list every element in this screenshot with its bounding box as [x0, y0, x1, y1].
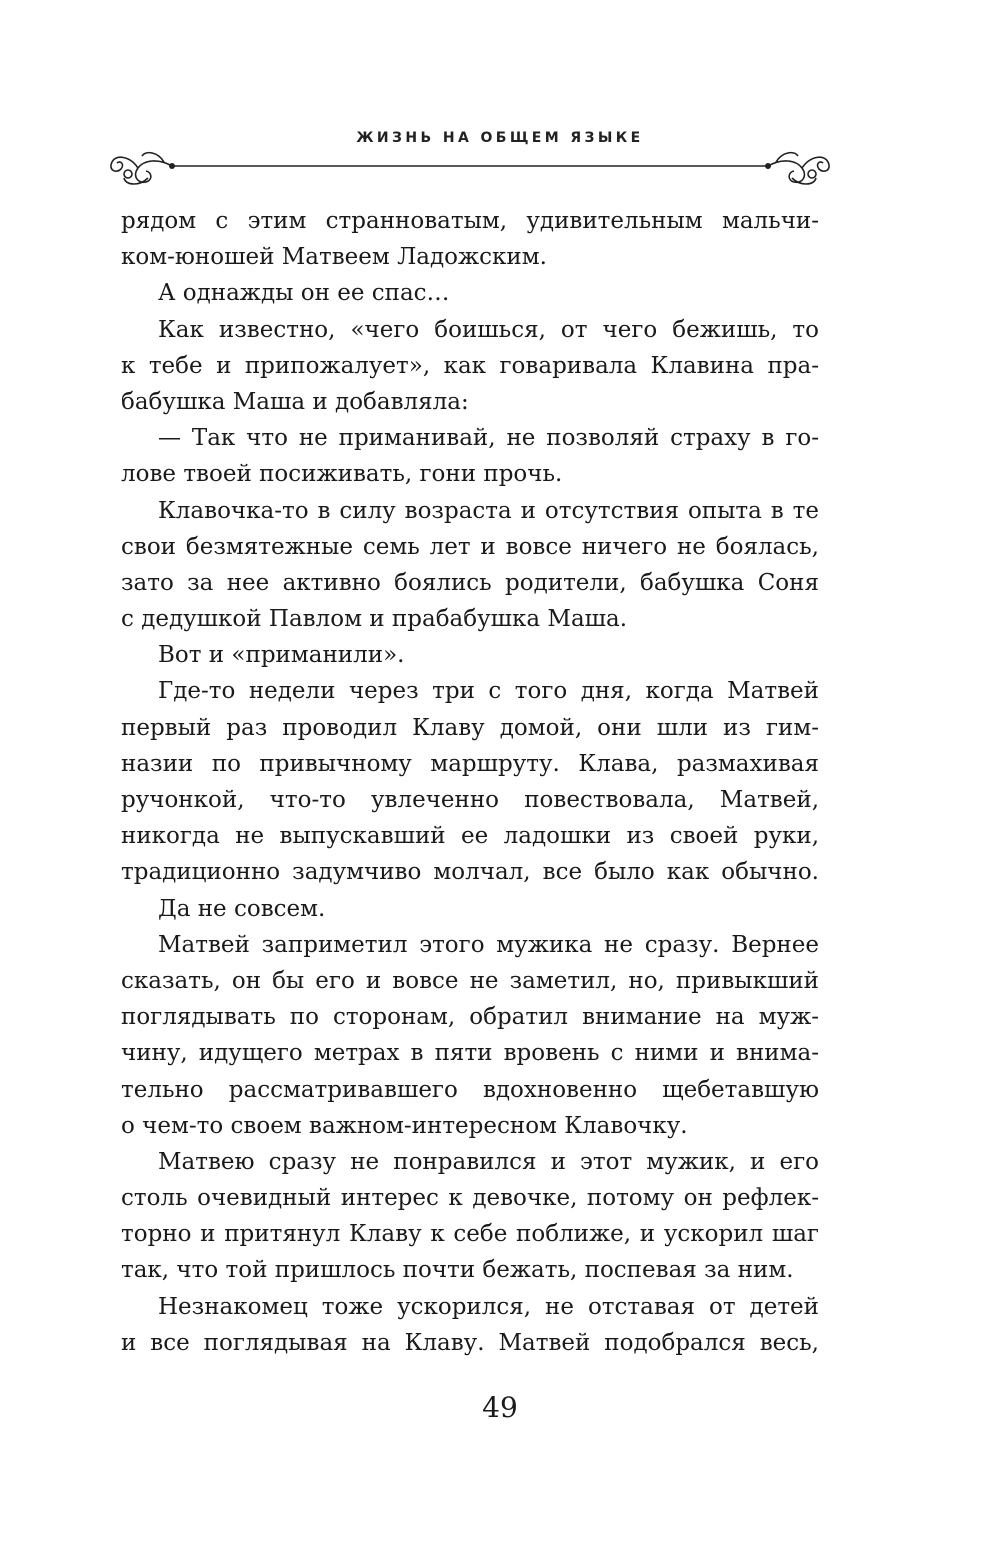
text-line: А однажды он ее спас…	[158, 280, 450, 307]
body-text	[121, 203, 819, 1361]
text-line: лове твоей посиживать, гони прочь.	[121, 461, 563, 488]
text-line: к тебе и припожалует», как говаривала Клавина пра-	[121, 352, 819, 379]
text-line: Матвей заприметил этого мужика не сразу. Вернее	[158, 931, 819, 958]
text-line: Как известно, «чего боишься, от чего бежишь, то	[158, 316, 819, 343]
text-line: ком-юношей Матвеем Ладожским.	[121, 244, 547, 271]
text-line: рядом с этим странноватым, удивительным мальчи-	[121, 208, 819, 234]
text-line: Незнакомец тоже ускорился, не отставая от детей	[158, 1293, 819, 1320]
text-line: первый раз проводил Клаву домой, они шли из гим-	[121, 714, 819, 741]
text-line: Матвею сразу не понравился и этот мужик, и его	[158, 1148, 819, 1175]
text-line: столь очевидный интерес к девочке, потому он рефлек-	[121, 1185, 819, 1212]
text-line: Да не совсем.	[158, 895, 326, 922]
text-line: традиционно задумчиво молчал, все было как обычно.	[121, 859, 819, 886]
page-number: 49	[482, 1391, 518, 1424]
text-line: назии по привычному маршруту. Клава, размахивая	[121, 750, 819, 777]
text-line: о чем-то своем важном-интересном Клавочку.	[121, 1112, 688, 1139]
text-line: поглядывать по сторонам, обратил внимание на муж-	[121, 1004, 819, 1031]
text-line: ручонкой, что-то увлеченно повествовала, Матвей,	[121, 787, 819, 813]
text-line: с дедушкой Павлом и прабабушка Маша.	[121, 606, 628, 633]
header-ornament-rule	[108, 138, 832, 190]
text-line: Вот и «приманили».	[158, 642, 405, 669]
text-line: свои безмятежные семь лет и вовсе ничего не боялась,	[121, 533, 819, 560]
text-line: так, что той пришлось почти бежать, поспевая за ним.	[121, 1257, 794, 1284]
text-line: тельно рассматривавшего вдохновенно щебетавшую	[121, 1076, 819, 1103]
running-head-title: ЖИЗНЬ НА ОБЩЕМ ЯЗЫКЕ	[356, 130, 644, 146]
text-line: торно и притянул Клаву к себе поближе, и ускорил шаг	[121, 1221, 819, 1248]
text-line: чину, идущего метрах в пяти вровень с ними и внима-	[121, 1040, 819, 1067]
text-line: Клавочка-то в силу возраста и отсутствия опыта в те	[158, 497, 819, 524]
text-line: бабушка Маша и добавляла:	[121, 388, 469, 415]
text-line: Где-то недели через три с того дня, когда Матвей	[158, 678, 819, 705]
text-line: никогда не выпускавший ее ладошки из своей руки,	[121, 823, 819, 850]
text-line: и все поглядывая на Клаву. Матвей подобрался весь,	[121, 1329, 819, 1356]
text-line: зато за нее активно боялись родители, бабушка Соня	[121, 569, 819, 596]
text-line: — Так что не приманивай, не позволяй страху в го-	[158, 425, 819, 452]
text-line: сказать, он бы его и вовсе не заметил, но, привыкший	[121, 967, 819, 994]
